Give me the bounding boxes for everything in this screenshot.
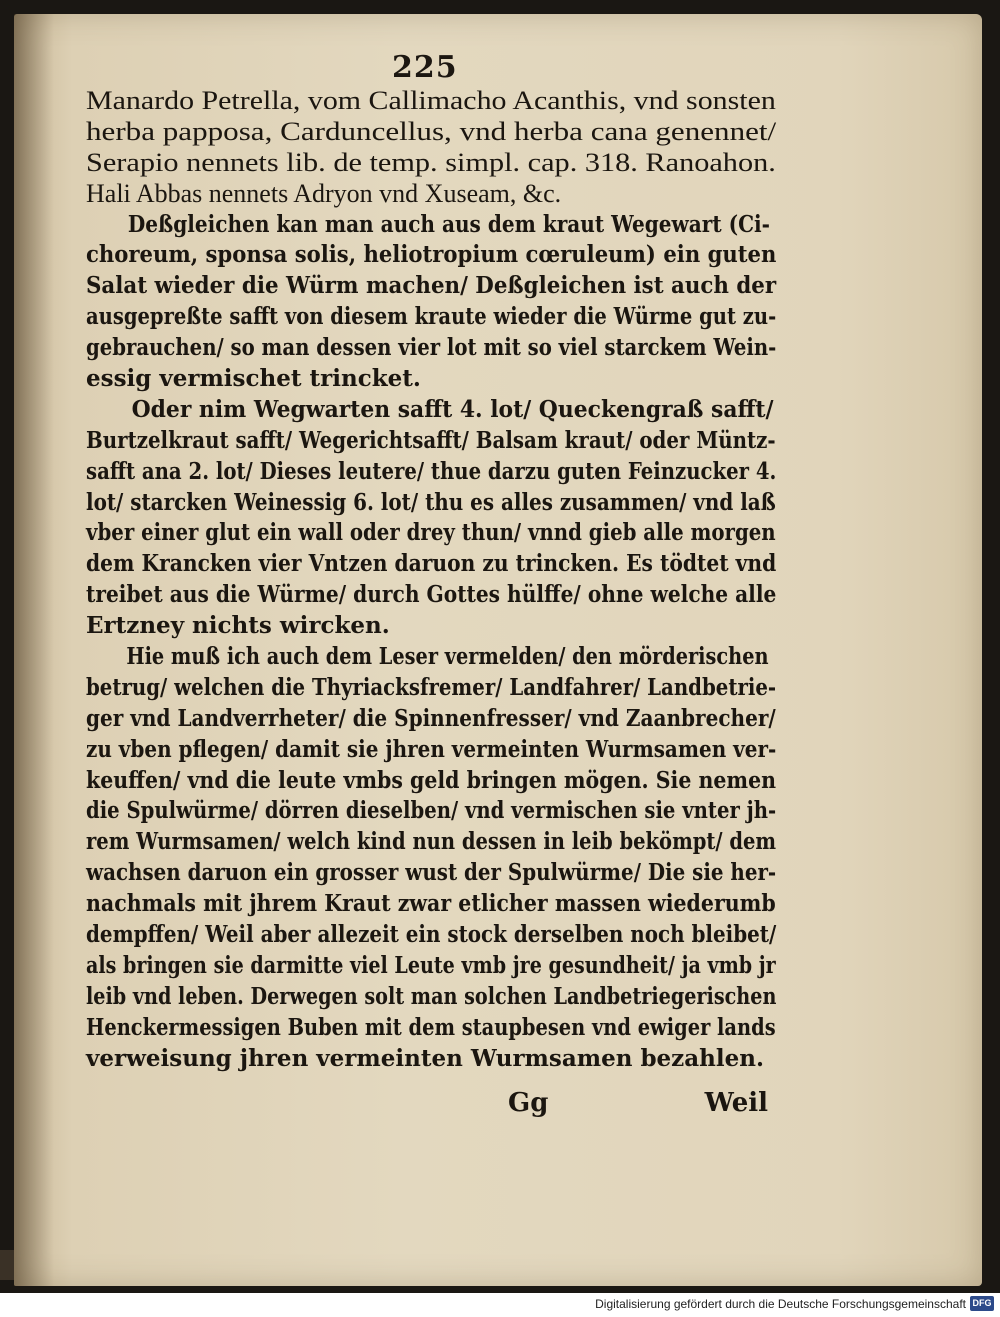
text-line: safft ana 2. lot/ Dieses leutere/ thue darzu guten Feinzucker 4. <box>86 457 777 485</box>
text-line: als bringen sie darmitte viel Leute vmb jre gesundheit/ ja vmb jr <box>86 951 776 979</box>
text-block <box>86 86 776 1075</box>
text-line: Hali Abbas nennets Adryon vnd Xuseam, &c. <box>86 178 562 208</box>
text-line: Ertzney nichts wircken. <box>86 612 390 640</box>
text-line: Hie muß ich auch dem Leser vermelden/ den mörderischen <box>126 643 769 671</box>
text-line: ausgepreßte safft von diesem kraute wieder die Würme gut zu- <box>86 303 777 331</box>
text-line: herba papposa, Carduncellus, vnd herba cana genennet/ <box>86 116 777 146</box>
text-line: die Spulwürme/ dörren dieselben/ vnd vermischen sie vnter jh- <box>86 797 777 825</box>
text-line: Deßgleichen kan man auch aus dem kraut Wegewart (Ci- <box>127 210 771 238</box>
funding-credit: Digitalisierung gefördert durch die Deutsche Forschungsgemeinschaft <box>595 1297 966 1311</box>
text-line: Serapio nennets lib. de temp. simpl. cap. 318. Ranoahon. <box>86 147 776 177</box>
text-line: treibet aus die Würme/ durch Gottes hülffe/ ohne welche alle <box>86 581 777 609</box>
dfg-logo: DFG <box>970 1296 994 1311</box>
text-line: lot/ starcken Weinessig 6. lot/ thu es alles zusammen/ vnd laß <box>86 488 776 516</box>
credit-bar <box>0 1293 1000 1317</box>
text-line: Oder nim Wegwarten safft 4. lot/ Queckengraß safft/ <box>131 395 774 423</box>
text-line: betrug/ welchen die Thyriacksfremer/ Landfahrer/ Landbetrie- <box>86 673 777 701</box>
text-line: essig vermischet trincket. <box>86 365 421 393</box>
text-line: zu vben pflegen/ damit sie jhren vermeinten Wurmsamen ver- <box>86 735 777 763</box>
text-line: rem Wurmsamen/ welch kind nun dessen in leib bekömpt/ dem <box>86 828 777 856</box>
text-line: ger vnd Landverrheter/ die Spinnenfresser/ vnd Zaanbrecher/ <box>86 704 776 732</box>
text-line: leib vnd leben. Derwegen solt man solchen Landbetriegerischen <box>86 982 777 1010</box>
page-number: 225 <box>392 50 458 85</box>
text-line: Salat wieder die Würm machen/ Deßgleichen ist auch der <box>86 272 777 300</box>
spine-shadow <box>14 14 54 1286</box>
text-line: nachmals mit jhrem Kraut zwar etlicher massen wiederumb <box>86 890 776 918</box>
text-line: choreum, sponsa solis, heliotropium cœruleum) ein guten <box>86 241 777 269</box>
text-line: Manardo Petrella, vom Callimacho Acanthis, vnd sonsten <box>86 86 776 115</box>
text-line: Burtzelkraut safft/ Wegerichtsafft/ Balsam kraut/ oder Müntz- <box>86 426 776 454</box>
text-line: keuffen/ vnd die leute vmbs geld bringen mögen. Sie nemen <box>86 766 777 794</box>
catchword: Weil <box>704 1088 768 1118</box>
text-line: gebrauchen/ so man dessen vier lot mit so viel starckem Wein- <box>86 334 777 362</box>
page-footer <box>86 1088 776 1122</box>
text-line: vber einer glut ein wall oder drey thun/ vnnd gieb alle morgen <box>86 519 776 547</box>
text-line: dem Krancken vier Vntzen daruon zu trincken. Es tödtet vnd <box>86 550 777 578</box>
text-line: dempffen/ Weil aber allezeit ein stock derselben noch bleibet/ <box>86 921 777 949</box>
text-line: Henckermessigen Buben mit dem staupbesen vnd ewiger lands <box>86 1013 776 1041</box>
text-line: wachsen daruon ein grosser wust der Spulwürme/ Die sie her- <box>86 859 777 887</box>
text-line: verweisung jhren vermeinten Wurmsamen bezahlen. <box>86 1044 764 1072</box>
signature-mark: Gg <box>508 1088 549 1118</box>
